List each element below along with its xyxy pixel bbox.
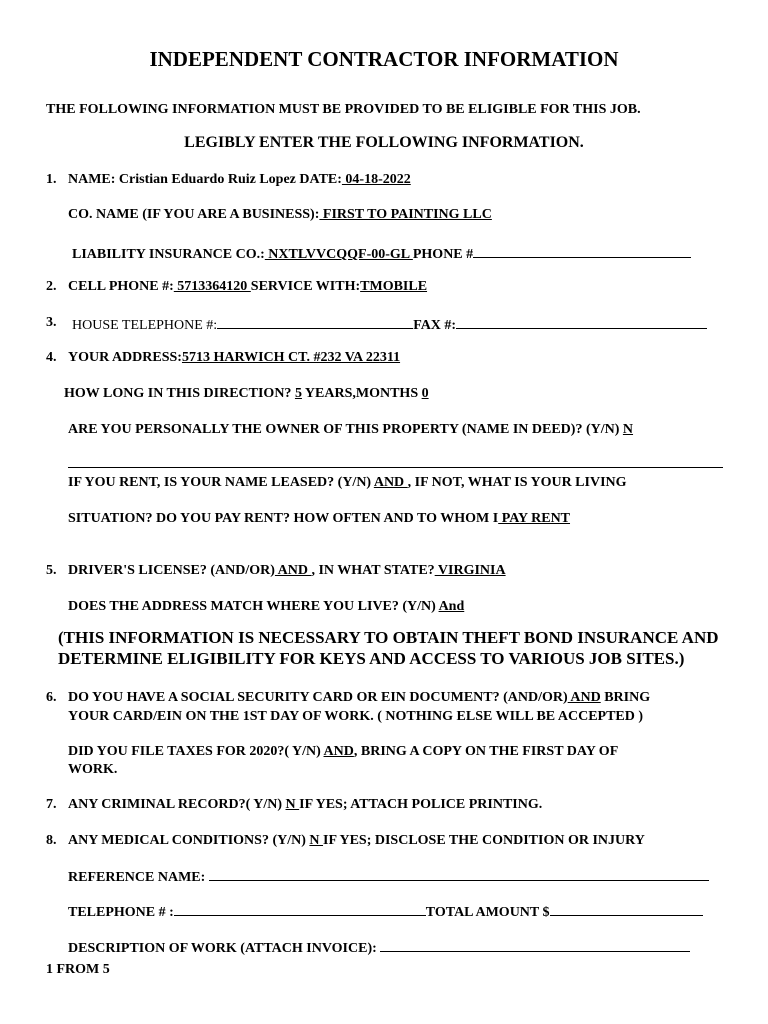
rent-label-2: , IF NOT, WHAT IS YOUR LIVING (407, 475, 627, 490)
item-5-number: 5. (46, 563, 57, 578)
license-label: DRIVER'S LICENSE? (AND/OR) (68, 563, 275, 578)
date-value[interactable]: 04-18-2022 (341, 172, 411, 187)
phone-label: PHONE # (412, 247, 474, 262)
ssn-row-2: YOUR CARD/EIN ON THE 1ST DAY OF WORK. ( NOTHING ELSE WILL BE ACCEPTED ) (68, 709, 644, 724)
item-6-number: 6. (46, 690, 57, 705)
cell-label: CELL PHONE #: (68, 279, 174, 294)
phone-field[interactable] (473, 244, 691, 258)
description-label: DESCRIPTION OF WORK (ATTACH INVOICE): (68, 941, 377, 956)
ssn-label: DO YOU HAVE A SOCIAL SECURITY CARD OR EIN DOCUMENT? (AND/OR) (68, 690, 568, 705)
blank-line[interactable] (68, 467, 723, 468)
medical-label-2: IF YES; DISCLOSE THE CONDITION OR INJURY (323, 833, 645, 848)
years-value[interactable]: 5 (294, 386, 302, 401)
page-title: INDEPENDENT CONTRACTOR INFORMATION (149, 47, 619, 71)
house-row (72, 315, 707, 334)
service-value[interactable]: TMOBILE (360, 279, 428, 294)
instruction-heading: LEGIBLY ENTER THE FOLLOWING INFORMATION. (184, 134, 584, 151)
medical-row (68, 833, 645, 849)
criminal-label: ANY CRIMINAL RECORD?( Y/N) (68, 797, 286, 812)
how-long-label: HOW LONG IN THIS DIRECTION? (64, 386, 292, 401)
telephone-row (68, 902, 703, 921)
address-label: YOUR ADDRESS: (68, 350, 182, 365)
fax-label: FAX #: (413, 318, 457, 333)
license-row (68, 563, 506, 579)
total-field[interactable] (550, 902, 703, 916)
months-value[interactable]: 0 (421, 386, 429, 401)
service-label: SERVICE WITH: (250, 279, 361, 294)
criminal-row (68, 797, 542, 813)
taxes-label-2: , BRING A COPY ON THE FIRST DAY OF (353, 744, 619, 759)
reference-label: REFERENCE NAME: (68, 870, 206, 885)
item-4-number: 4. (46, 350, 57, 365)
match-value[interactable]: And (438, 599, 465, 614)
description-row (68, 938, 690, 957)
telephone-label: TELEPHONE # : (68, 905, 174, 920)
owner-value[interactable]: N (622, 422, 634, 437)
rent-row (68, 475, 627, 491)
ssn-row (68, 690, 650, 706)
cell-value[interactable]: 5713364120 (173, 279, 251, 294)
telephone-field[interactable] (174, 902, 426, 916)
taxes-label: DID YOU FILE TAXES FOR 2020?( Y/N) (68, 744, 324, 759)
taxes-row (68, 744, 618, 760)
rent-value[interactable]: AND (373, 475, 408, 490)
house-phone-field[interactable] (217, 315, 413, 329)
insurance-value[interactable]: NXTLVVCQQF-00-GL (264, 247, 413, 262)
ssn-label-2: BRING (600, 690, 651, 705)
name-date-row (68, 172, 411, 188)
intro-text: THE FOLLOWING INFORMATION MUST BE PROVIDED TO BE ELIGIBLE FOR THIS JOB. (46, 102, 641, 117)
owner-row (68, 422, 633, 438)
item-3-number: 3. (46, 315, 57, 330)
company-value[interactable]: FIRST TO PAINTING LLC (319, 207, 492, 222)
company-label: CO. NAME (IF YOU ARE A BUSINESS): (68, 207, 320, 222)
state-value[interactable]: VIRGINIA (434, 563, 506, 578)
situation-value[interactable]: PAY RENT (498, 511, 571, 526)
address-value[interactable]: 5713 HARWICH CT. #232 VA 22311 (181, 350, 401, 365)
license-value[interactable]: AND (274, 563, 312, 578)
description-field[interactable] (380, 938, 690, 952)
reference-row (68, 867, 709, 886)
reference-field[interactable] (209, 867, 709, 881)
criminal-label-2: IF YES; ATTACH POLICE PRINTING. (299, 797, 543, 812)
medical-value[interactable]: N (309, 833, 324, 848)
rent-label: IF YOU RENT, IS YOUR NAME LEASED? (Y/N) (68, 475, 372, 490)
item-1 (46, 172, 57, 188)
total-label: TOTAL AMOUNT $ (425, 905, 550, 920)
item-number: 1. (46, 172, 57, 187)
owner-label: ARE YOU PERSONALLY THE OWNER OF THIS PROPERTY (NAME IN DEED)? (Y/N) (68, 422, 623, 437)
criminal-value[interactable]: N (285, 797, 300, 812)
item-8-number: 8. (46, 833, 57, 848)
item-7-number: 7. (46, 797, 57, 812)
cell-row (68, 279, 427, 295)
years-label: YEARS,MONTHS (304, 386, 419, 401)
situation-label: SITUATION? DO YOU PAY RENT? HOW OFTEN AND TO WHOM I (68, 511, 499, 526)
address-row (68, 350, 400, 366)
match-row (68, 599, 464, 615)
item-2-number: 2. (46, 279, 57, 294)
fax-field[interactable] (456, 315, 707, 329)
taxes-value[interactable]: AND (323, 744, 354, 759)
insurance-label: LIABILITY INSURANCE CO.: (72, 247, 265, 262)
house-label: HOUSE TELEPHONE #: (72, 318, 218, 333)
company-row (68, 207, 492, 223)
how-long-row (64, 386, 429, 402)
name-label: NAME: Cristian Eduardo Ruiz Lopez DATE: (68, 172, 342, 187)
notice-text: (THIS INFORMATION IS NECESSARY TO OBTAIN THEFT BOND INSURANCE AND DETERMINE ELIGIBILITY FOR KEYS AND ACCESS TO VARIOUS JOB SITES.) (58, 628, 719, 668)
state-label: , IN WHAT STATE? (311, 563, 435, 578)
ssn-value[interactable]: AND (567, 690, 601, 705)
taxes-row-2: WORK. (68, 762, 118, 777)
medical-label: ANY MEDICAL CONDITIONS? (Y/N) (68, 833, 310, 848)
match-label: DOES THE ADDRESS MATCH WHERE YOU LIVE? (Y/N) (68, 599, 436, 614)
situation-row (68, 511, 570, 527)
page-footer: 1 FROM 5 (46, 962, 110, 977)
insurance-row (72, 244, 691, 263)
